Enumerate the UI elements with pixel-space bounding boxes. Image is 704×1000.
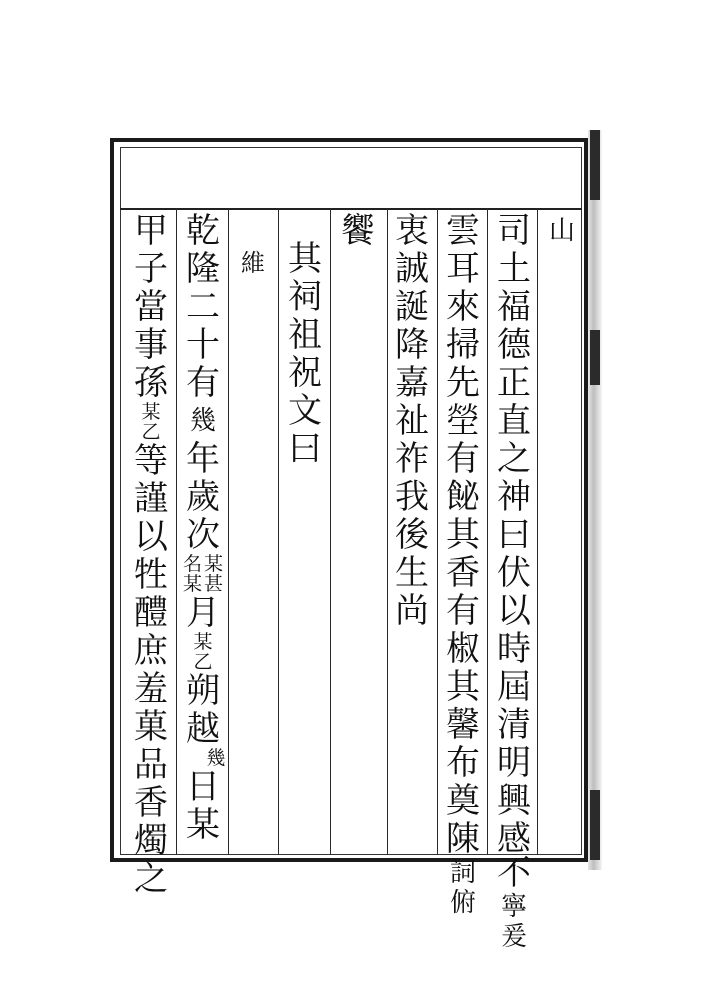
note-column	[204, 554, 223, 594]
fold-mark	[590, 130, 600, 200]
char: 土	[497, 249, 531, 289]
column-divider	[278, 208, 279, 855]
header-rule	[120, 208, 582, 210]
char: 之	[497, 439, 531, 479]
char: 爰	[500, 922, 527, 952]
char: 次	[186, 515, 220, 555]
char: 乙	[141, 421, 161, 443]
char: 馨	[446, 705, 480, 745]
char: 神	[497, 477, 531, 517]
char: 饗	[341, 211, 375, 251]
char: 年	[186, 439, 220, 479]
text-column-2	[490, 212, 538, 952]
char: 事	[134, 325, 168, 365]
char: 某	[141, 401, 161, 423]
char: 掃	[446, 325, 480, 365]
char: 德	[497, 325, 531, 365]
interlinear-note	[193, 632, 212, 672]
interlinear-note	[141, 402, 160, 442]
char: 甲	[134, 211, 168, 251]
char: 祚	[395, 439, 429, 479]
text-column-3	[439, 212, 487, 918]
text-column-6	[281, 240, 329, 468]
char: 二	[186, 287, 220, 327]
column-divider	[176, 208, 177, 855]
char: 醴	[134, 593, 168, 633]
char: 詞	[449, 858, 476, 888]
char: 不	[497, 853, 531, 893]
char: 名	[182, 553, 202, 575]
char: 隆	[186, 249, 220, 289]
char: 祉	[395, 401, 429, 441]
char: 庶	[134, 631, 168, 671]
char: 歲	[186, 477, 220, 517]
char: 降	[395, 325, 429, 365]
char: 某	[186, 805, 220, 845]
column-divider	[228, 208, 229, 855]
char: 幾	[206, 747, 226, 769]
char: 感	[497, 819, 531, 859]
char: 菓	[134, 707, 168, 747]
char: 布	[446, 743, 480, 783]
char: 寧	[500, 892, 527, 922]
char: 日	[186, 767, 220, 807]
char: 曰	[497, 515, 531, 555]
char: 俯	[449, 888, 476, 918]
char: 某	[193, 631, 213, 653]
char: 正	[497, 363, 531, 403]
char: 有	[186, 363, 220, 403]
note-column	[193, 632, 212, 672]
char: 品	[134, 745, 168, 785]
char: 祖	[288, 315, 322, 355]
text-column-5	[334, 212, 382, 250]
text-column-4	[388, 212, 436, 630]
char: 以	[497, 591, 531, 631]
char: 衷	[395, 211, 429, 251]
char: 陳	[446, 819, 480, 859]
char: 其	[288, 239, 322, 279]
char: 直	[497, 401, 531, 441]
char: 明	[497, 743, 531, 783]
char: 耳	[446, 249, 480, 289]
char: 之	[134, 859, 168, 899]
char: 先	[446, 363, 480, 403]
char: 山	[548, 216, 575, 246]
char: 月	[186, 593, 220, 633]
char: 十	[186, 325, 220, 365]
char: 燭	[134, 821, 168, 861]
char: 生	[395, 553, 429, 593]
char: 牲	[134, 555, 168, 595]
char: 其	[446, 667, 480, 707]
char: 以	[134, 517, 168, 557]
column-divider	[487, 208, 488, 855]
char: 我	[395, 477, 429, 517]
column-divider	[437, 208, 438, 855]
char: 誠	[395, 249, 429, 289]
text-column-8	[179, 212, 227, 844]
char: 飶	[446, 477, 480, 517]
char: 越	[186, 709, 220, 749]
char: 塋	[446, 401, 480, 441]
char: 乙	[193, 651, 213, 673]
note-column	[141, 402, 160, 442]
char: 福	[497, 287, 531, 327]
char: 文	[288, 391, 322, 431]
fold-mark	[590, 330, 600, 385]
char: 幾	[189, 406, 216, 436]
char: 奠	[446, 781, 480, 821]
char: 謹	[134, 479, 168, 519]
char: 某	[182, 573, 202, 595]
char: 興	[497, 781, 531, 821]
page-fold	[588, 130, 602, 870]
char: 子	[134, 249, 168, 289]
char: 後	[395, 515, 429, 555]
char: 祠	[288, 277, 322, 317]
char: 其	[446, 515, 480, 555]
text-column-1	[538, 212, 586, 250]
char: 清	[497, 705, 531, 745]
char: 等	[134, 441, 168, 481]
char: 朔	[186, 671, 220, 711]
char: 誕	[395, 287, 429, 327]
char: 伏	[497, 553, 531, 593]
note-column	[183, 554, 202, 594]
char: 香	[134, 783, 168, 823]
fold-mark	[590, 790, 600, 860]
char: 孫	[134, 363, 168, 403]
interlinear-note	[183, 554, 223, 594]
char: 羞	[134, 669, 168, 709]
char: 當	[134, 287, 168, 327]
char: 來	[446, 287, 480, 327]
char: 時	[497, 629, 531, 669]
char: 屆	[497, 667, 531, 707]
char: 嘉	[395, 363, 429, 403]
char: 甚	[204, 573, 224, 595]
char: 雲	[446, 211, 480, 251]
char: 某	[204, 553, 224, 575]
char: 維	[241, 249, 265, 277]
char: 尚	[395, 591, 429, 631]
char: 有	[446, 591, 480, 631]
char: 乾	[186, 211, 220, 251]
char: 有	[446, 439, 480, 479]
char: 祝	[288, 353, 322, 393]
text-column-9	[127, 212, 175, 898]
text-column-7	[229, 244, 277, 282]
column-divider	[330, 208, 331, 855]
char: 椒	[446, 629, 480, 669]
char: 香	[446, 553, 480, 593]
char: 曰	[288, 429, 322, 469]
char: 司	[497, 211, 531, 251]
